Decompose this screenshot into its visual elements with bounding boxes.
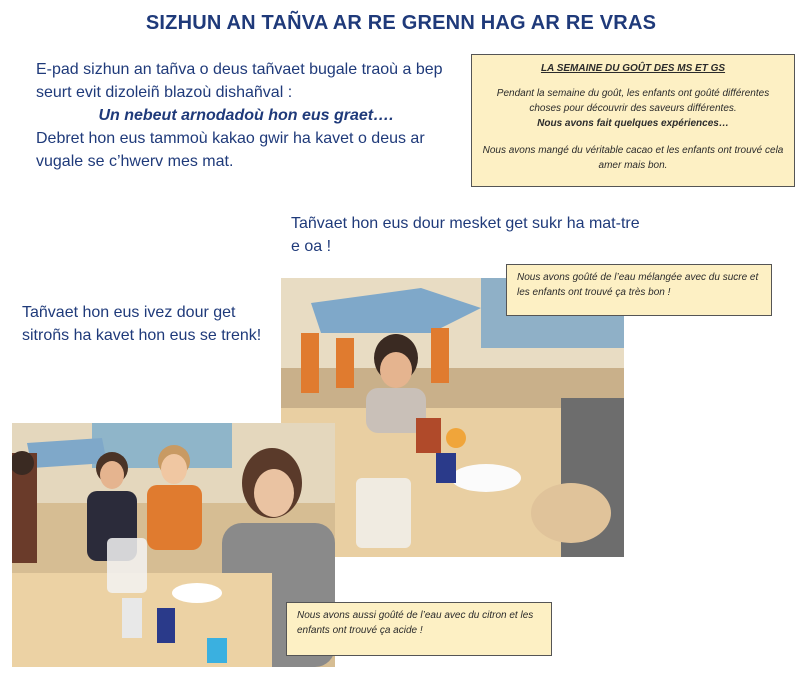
note-lemon-water: Nous avons aussi goûté de l’eau avec du citron et les enfants ont trouvé ça acide ! — [286, 602, 552, 656]
caption-sugar-water: Tañvaet hon eus dour mesket get sukr ha mat-tre e oa ! — [291, 215, 640, 255]
french-summary-box — [471, 54, 795, 187]
intro-line-1: E-pad sizhun an tañva o deus tañvaet bugale traoù a bep seurt evit dizoleiñ blazoù dishañval : — [36, 61, 443, 101]
page-title: SIZHUN AN TAÑVA AR RE GRENN HAG AR RE VRAS — [145, 12, 657, 34]
french-box-heading: LA SEMAINE DU GOÛT DES MS ET GS — [540, 63, 726, 74]
caption-lemon-water: Tañvaet hon eus ivez dour get sitroñs ha kavet hon eus se trenk! — [22, 304, 262, 344]
intro-text — [36, 58, 456, 173]
intro-emphasis: Un nebeut arnodadoù hon eus graet…. — [98, 107, 394, 124]
french-box-paragraph-2: Nous avons mangé du véritable cacao et les enfants ont trouvé cela amer mais bon. — [482, 145, 784, 171]
french-box-bold-line: Nous avons fait quelques expériences… — [537, 118, 729, 129]
intro-line-2: Debret hon eus tammoù kakao gwir ha kavet o deus ar vugale se c’hwerv mes mat. — [36, 130, 425, 170]
note-sugar-water: Nous avons goûté de l’eau mélangée avec du sucre et les enfants ont trouvé ça très bon ! — [506, 264, 772, 316]
french-box-paragraph-1: Pendant la semaine du goût, les enfants ont goûté différentes choses pour découvrir des saveurs différentes. — [496, 88, 770, 114]
